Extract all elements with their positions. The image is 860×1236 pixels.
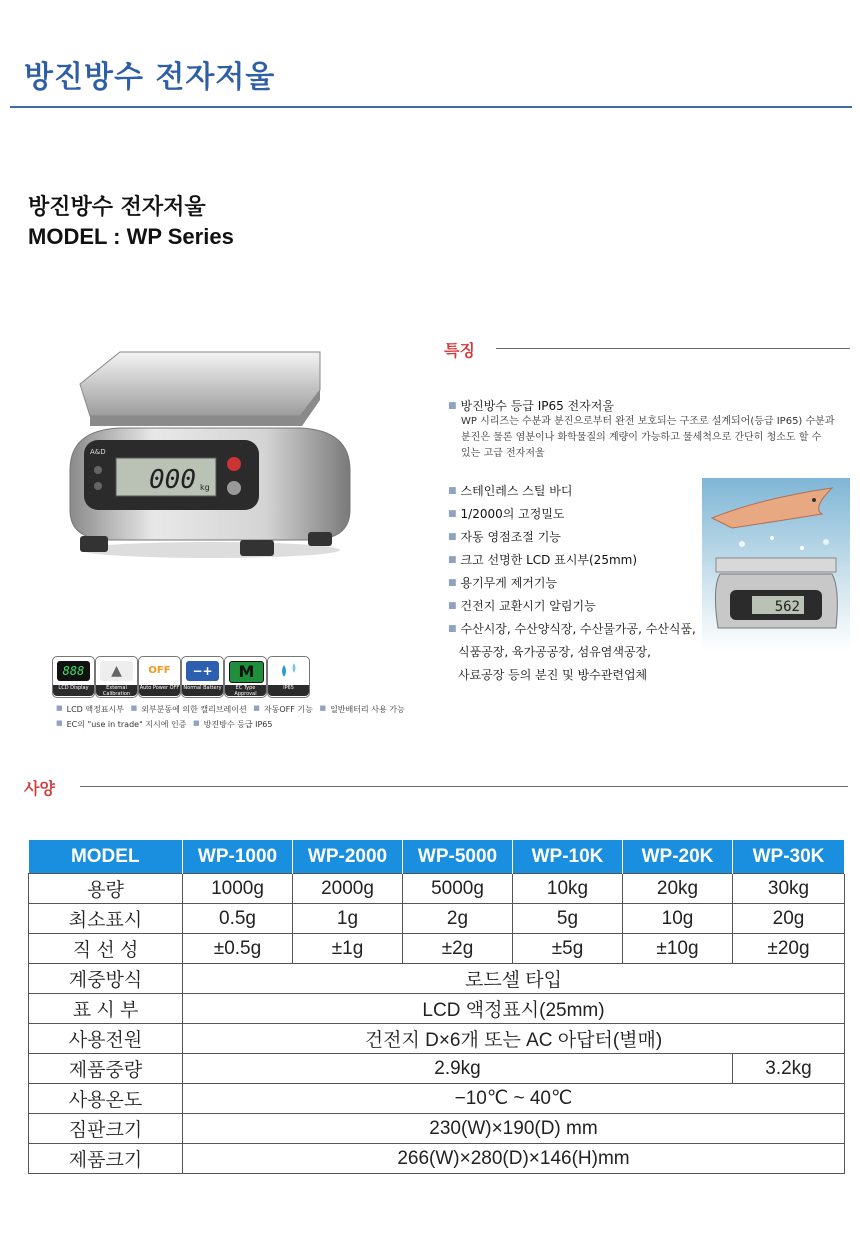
scale-lcd-unit: kg	[200, 483, 210, 492]
spec-table	[28, 840, 845, 1174]
bullet-icon: ■	[448, 401, 457, 411]
lead-feature-desc	[461, 414, 856, 462]
bullet-icon: ■	[56, 704, 63, 712]
features-divider	[496, 348, 850, 349]
m-glyph: M	[238, 662, 255, 681]
bullet-icon: ■	[130, 704, 138, 712]
table-cell: 266(W)×280(D)×146(H)mm	[183, 1144, 845, 1174]
row-label: 표 시 부	[29, 994, 183, 1024]
icon-label: EC Type Approval	[225, 685, 266, 696]
icon-label: External Calibration	[96, 685, 137, 696]
header-cell: WP-30K	[733, 840, 845, 874]
legend-item: 방진방수 등급 IP65	[203, 720, 273, 729]
bullet-icon: ■	[56, 719, 63, 727]
icon-legend-line2	[56, 719, 416, 730]
feature-list	[448, 482, 698, 689]
features-title: 특징	[444, 341, 475, 360]
table-cell: 1000g	[183, 874, 293, 904]
spec-divider	[80, 786, 848, 787]
legend-item: 자동OFF 기능	[263, 705, 313, 714]
row-label: 사용전원	[29, 1024, 183, 1054]
lead-feature	[448, 397, 614, 414]
table-cell: ±5g	[513, 934, 623, 964]
bullet-icon: ■	[448, 624, 457, 634]
table-cell: 1g	[293, 904, 403, 934]
feature-item	[448, 620, 698, 643]
icon-label: Auto Power OFF	[139, 685, 180, 696]
lcd-glyph: 888	[62, 664, 85, 678]
table-cell: 230(W)×190(D) mm	[183, 1114, 845, 1144]
lcd-display-icon	[52, 656, 95, 698]
feature-item	[448, 482, 698, 505]
table-row	[29, 1084, 845, 1114]
row-label: 사용온도	[29, 1084, 183, 1114]
table-cell: ±10g	[623, 934, 733, 964]
table-row	[29, 994, 845, 1024]
lead-feature-title: 방진방수 등급 IP65 전자저울	[460, 399, 614, 413]
feature-item-label: 크고 선명한 LCD 표시부(25mm)	[460, 553, 638, 567]
feature-item-continuation: 사료공장 등의 분진 및 방수관련업체	[458, 668, 648, 682]
table-cell: ±2g	[403, 934, 513, 964]
desc-line: 분진은 물론 염분이나 화학물질의 계량이 가능하고 물세척으로 간단히 청소도 할 수	[461, 432, 822, 443]
table-row	[29, 1024, 845, 1054]
feature-item-label: 수산시장, 수산양식장, 수산물가공, 수산식품,	[460, 622, 696, 636]
feature-item-label: 용기무게 제거기능	[460, 576, 558, 590]
table-cell: 0.5g	[183, 904, 293, 934]
icon-legend-line1	[56, 704, 416, 715]
row-label: 계중방식	[29, 964, 183, 994]
feature-item-label: 자동 영점조절 기능	[460, 530, 561, 544]
scale-lcd-reading: 000	[149, 465, 196, 495]
header-cell: WP-1000	[183, 840, 293, 874]
bullet-icon: ■	[448, 532, 457, 542]
auto-power-off-icon	[138, 656, 181, 698]
table-cell: 2.9kg	[183, 1054, 733, 1084]
legend-item: LCD 액정표시부	[66, 705, 125, 714]
table-cell: ±1g	[293, 934, 403, 964]
header-cell: WP-10K	[513, 840, 623, 874]
feature-item	[448, 551, 698, 574]
table-row	[29, 1144, 845, 1174]
table-cell: 3.2kg	[733, 1054, 845, 1084]
spec-title: 사양	[24, 779, 55, 798]
feature-item	[448, 597, 698, 620]
bullet-icon: ■	[448, 555, 457, 565]
table-row	[29, 1054, 845, 1084]
normal-battery-icon	[181, 656, 224, 698]
table-row	[29, 964, 845, 994]
row-label: 최소표시	[29, 904, 183, 934]
product-model: MODEL : WP Series	[28, 224, 234, 249]
splash-lcd-reading: 562	[774, 599, 800, 615]
table-cell: 2g	[403, 904, 513, 934]
table-cell: 30kg	[733, 874, 845, 904]
feature-item-continuation: 식품공장, 육가공공장, 섬유염색공장,	[458, 645, 651, 659]
table-cell: 2000g	[293, 874, 403, 904]
feature-item	[448, 505, 698, 528]
feature-item-label: 스테인레스 스틸 바디	[460, 484, 573, 498]
bullet-icon: ■	[193, 719, 200, 727]
table-cell: LCD 액정표시(25mm)	[183, 994, 845, 1024]
ip65-icon	[267, 656, 310, 698]
splash-photo	[702, 478, 850, 652]
external-calibration-icon	[95, 656, 138, 698]
bullet-icon: ■	[448, 509, 457, 519]
product-name: 방진방수 전자저울	[28, 195, 206, 220]
feature-item	[448, 528, 698, 551]
table-cell: 건전지 D×6개 또는 AC 아답터(별매)	[183, 1024, 845, 1054]
desc-line: 있는 고급 전자저울	[461, 448, 545, 459]
header-cell: WP-2000	[293, 840, 403, 874]
table-cell: 10kg	[513, 874, 623, 904]
bullet-icon: ■	[319, 704, 327, 712]
icon-label: Normal Battery	[182, 685, 223, 696]
table-row	[29, 1114, 845, 1144]
legend-item: 외부분동에 의한 캘리브레이션	[141, 705, 247, 714]
ec-type-approval-icon	[224, 656, 267, 698]
table-cell: ±0.5g	[183, 934, 293, 964]
header-cell: WP-5000	[403, 840, 513, 874]
header-cell: MODEL	[29, 840, 183, 874]
table-cell: −10℃ ~ 40℃	[183, 1084, 845, 1114]
feature-item	[448, 574, 698, 597]
page-title: 방진방수 전자저울	[24, 60, 276, 95]
table-row	[29, 874, 845, 904]
row-label: 제품크기	[29, 1144, 183, 1174]
desc-line: WP 시리즈는 수분과 분진으로부터 완전 보호되는 구조로 설계되어(등급 IP65) 수분과	[461, 416, 835, 427]
scale-product-image	[50, 340, 360, 570]
weight-glyph: ▲	[111, 663, 122, 679]
table-cell: 5000g	[403, 874, 513, 904]
bullet-icon: ■	[448, 601, 457, 611]
row-label: 짐판크기	[29, 1114, 183, 1144]
table-cell: 20kg	[623, 874, 733, 904]
scale-brand-label: A&D	[90, 448, 106, 456]
spec-header-row	[29, 840, 845, 874]
header-cell: WP-20K	[623, 840, 733, 874]
header-divider	[10, 106, 852, 108]
icon-label: IP65	[268, 685, 309, 696]
icon-label: LCD Display	[53, 685, 94, 696]
table-row	[29, 934, 845, 964]
table-cell: 10g	[623, 904, 733, 934]
table-row	[29, 904, 845, 934]
table-cell: 5g	[513, 904, 623, 934]
table-cell: 20g	[733, 904, 845, 934]
bullet-icon: ■	[448, 578, 457, 588]
water-drop-icon	[272, 661, 305, 681]
bullet-icon: ■	[253, 704, 260, 712]
row-label: 제품중량	[29, 1054, 183, 1084]
off-glyph: OFF	[148, 665, 171, 676]
row-label: 용량	[29, 874, 183, 904]
legend-item: EC의 "use in trade" 지시에 인증	[66, 720, 187, 729]
battery-glyph: −+	[192, 664, 213, 678]
feature-item-label: 1/2000의 고정밀도	[460, 507, 565, 521]
feature-item-label: 건전지 교환시기 알림기능	[460, 599, 596, 613]
row-label: 직 선 성	[29, 934, 183, 964]
legend-item: 일반배터리 사용 가능	[330, 705, 405, 714]
table-cell: 로드셀 타입	[183, 964, 845, 994]
bullet-icon: ■	[448, 486, 457, 496]
table-cell: ±20g	[733, 934, 845, 964]
